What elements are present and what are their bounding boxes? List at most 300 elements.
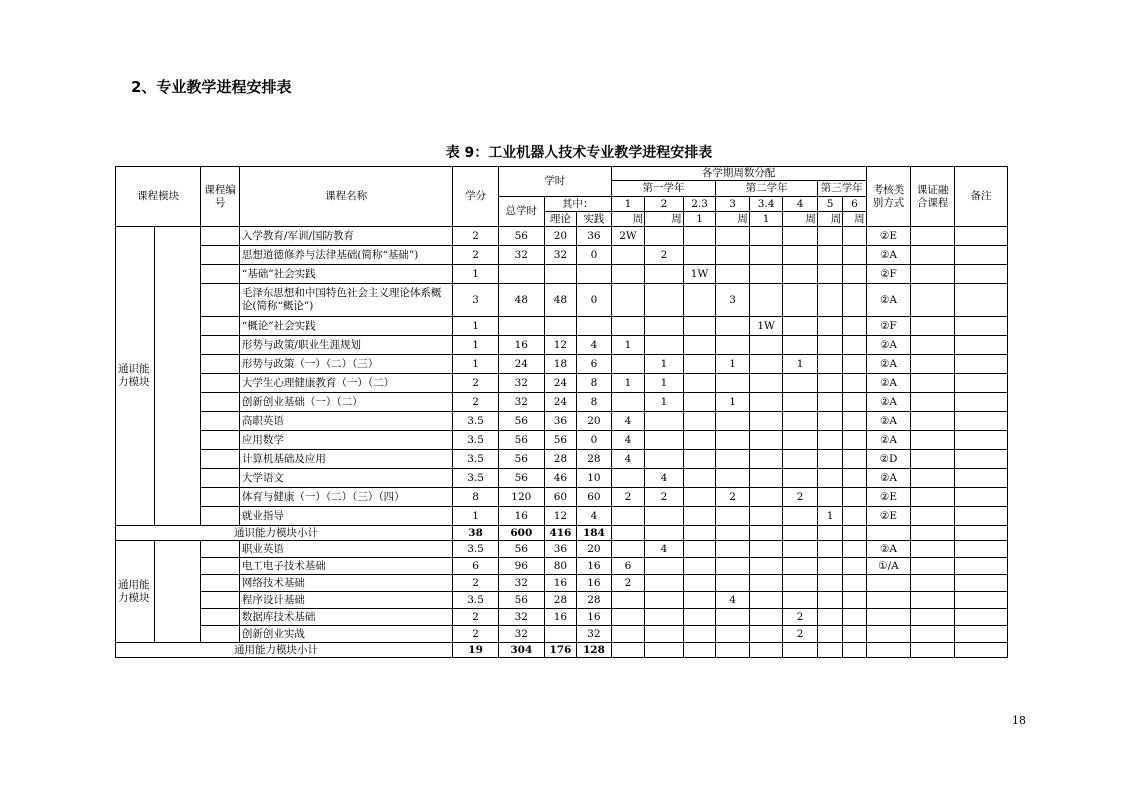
cell-t5 [817, 265, 842, 284]
cell-theory: 36 [544, 541, 577, 558]
cell-t5 [817, 355, 842, 374]
cell-t2 [645, 431, 684, 450]
cell-t1: 4 [611, 450, 645, 469]
course-code [201, 575, 240, 592]
cell-practice: 16 [577, 575, 612, 592]
cell-remark [954, 265, 1007, 284]
course-name: “概论”社会实践 [239, 317, 452, 336]
cell-t6 [843, 450, 866, 469]
cell-t4 [783, 265, 818, 284]
course-name: 大学语文 [239, 469, 452, 488]
cell-t34 [749, 469, 783, 488]
subtotal-exam [866, 643, 911, 658]
course-name: 创新创业基础（一）（二） [239, 393, 452, 412]
cell-cert [911, 374, 955, 393]
cell-total: 32 [498, 246, 544, 265]
course-code [201, 227, 240, 246]
cell-t34 [749, 488, 783, 507]
cell-credits: 2 [453, 227, 499, 246]
cell-practice: 0 [577, 431, 612, 450]
teaching-schedule-table [115, 166, 1008, 658]
cell-t6 [843, 592, 866, 609]
module-label: 通识能力模块 [116, 227, 155, 526]
cell-practice: 0 [577, 284, 612, 317]
cell-t1 [611, 265, 645, 284]
subtotal-term [843, 643, 866, 658]
subtotal-term [783, 643, 818, 658]
cell-exam: ②A [866, 246, 911, 265]
table-row [116, 507, 1008, 526]
header-term: 2 [645, 197, 684, 212]
cell-remark [954, 431, 1007, 450]
cell-t4: 1 [783, 355, 818, 374]
header-term-unit: 1 [683, 212, 716, 227]
course-code [201, 626, 240, 643]
cell-theory: 48 [544, 284, 577, 317]
cell-practice: 10 [577, 469, 612, 488]
subtotal-term [683, 643, 716, 658]
subtotal-term [716, 526, 750, 541]
cell-t34 [749, 284, 783, 317]
subtotal-term [749, 643, 783, 658]
cell-t5 [817, 227, 842, 246]
header-total-hours: 总学时 [498, 197, 544, 227]
cell-t23 [683, 541, 716, 558]
cell-t6 [843, 317, 866, 336]
header-code: 课程编号 [201, 167, 240, 227]
cell-credits: 2 [453, 626, 499, 643]
cell-remark [954, 609, 1007, 626]
cell-cert [911, 575, 955, 592]
cell-t4 [783, 541, 818, 558]
header-term-unit: 周 [783, 212, 818, 227]
cell-t4 [783, 412, 818, 431]
table-row [116, 626, 1008, 643]
cell-exam [866, 609, 911, 626]
cell-credits: 3.5 [453, 431, 499, 450]
header-cert: 课证融合课程 [911, 167, 955, 227]
cell-exam [866, 626, 911, 643]
cell-remark [954, 284, 1007, 317]
cell-t3 [716, 265, 750, 284]
cell-theory: 16 [544, 575, 577, 592]
cell-t1: 1 [611, 336, 645, 355]
table-row [116, 412, 1008, 431]
cell-exam: ②E [866, 488, 911, 507]
course-name: 计算机基础及应用 [239, 450, 452, 469]
cell-t4 [783, 336, 818, 355]
course-name: 形势与政策/职业生涯规划 [239, 336, 452, 355]
cell-t2: 1 [645, 393, 684, 412]
cell-theory: 46 [544, 469, 577, 488]
cell-t5 [817, 575, 842, 592]
cell-t34 [749, 626, 783, 643]
course-name: 思想道德修养与法律基础(简称“基础”) [239, 246, 452, 265]
header-term: 2.3 [683, 197, 716, 212]
cell-remark [954, 626, 1007, 643]
cell-credits: 3.5 [453, 469, 499, 488]
cell-t5 [817, 431, 842, 450]
subtotal-term [683, 526, 716, 541]
cell-remark [954, 592, 1007, 609]
header-of-which: 其中： [544, 197, 611, 212]
cell-total: 32 [498, 609, 544, 626]
cell-theory: 18 [544, 355, 577, 374]
table-row [116, 265, 1008, 284]
cell-t23 [683, 558, 716, 575]
cell-t2: 4 [645, 469, 684, 488]
course-name: 形势与政策（一）（二）（三） [239, 355, 452, 374]
cell-t2 [645, 227, 684, 246]
cell-t23 [683, 507, 716, 526]
table-row [116, 317, 1008, 336]
cell-t2 [645, 609, 684, 626]
cell-t1 [611, 507, 645, 526]
cell-theory: 12 [544, 336, 577, 355]
course-code [201, 284, 240, 317]
cell-t23 [683, 431, 716, 450]
cell-exam: ②A [866, 374, 911, 393]
cell-t23 [683, 626, 716, 643]
header-term-unit: 周 [611, 212, 645, 227]
cell-exam: ②F [866, 317, 911, 336]
course-code [201, 592, 240, 609]
cell-total: 16 [498, 507, 544, 526]
cell-remark [954, 355, 1007, 374]
cell-t23 [683, 469, 716, 488]
cell-cert [911, 609, 955, 626]
cell-credits: 3 [453, 284, 499, 317]
cell-cert [911, 558, 955, 575]
header-term-unit: 周 [843, 212, 866, 227]
cell-t1 [611, 284, 645, 317]
cell-cert [911, 246, 955, 265]
header-term-unit: 周 [716, 212, 750, 227]
cell-remark [954, 246, 1007, 265]
cell-theory [544, 317, 577, 336]
cell-practice: 4 [577, 336, 612, 355]
course-name: 就业指导 [239, 507, 452, 526]
page-number: 18 [1012, 714, 1026, 727]
cell-t34 [749, 507, 783, 526]
cell-total: 16 [498, 336, 544, 355]
cell-practice: 28 [577, 592, 612, 609]
cell-exam: ①/A [866, 558, 911, 575]
cell-credits: 1 [453, 265, 499, 284]
cell-t1 [611, 393, 645, 412]
subtotal-term [817, 526, 842, 541]
subtotal-row [116, 643, 1008, 658]
header-year2: 第二学年 [716, 181, 818, 197]
course-code [201, 469, 240, 488]
cell-t3 [716, 336, 750, 355]
cell-t6 [843, 609, 866, 626]
cell-t1: 2W [611, 227, 645, 246]
header-remark: 备注 [954, 167, 1007, 227]
header-year1: 第一学年 [611, 181, 716, 197]
header-year3: 第三学年 [817, 181, 866, 197]
cell-cert [911, 592, 955, 609]
table-row [116, 336, 1008, 355]
cell-exam: ②A [866, 336, 911, 355]
cell-total: 56 [498, 431, 544, 450]
module-label: 通用能力模块 [116, 541, 155, 643]
cell-t4 [783, 246, 818, 265]
table-row [116, 558, 1008, 575]
cell-exam: ②A [866, 355, 911, 374]
subtotal-term [645, 526, 684, 541]
header-term: 6 [843, 197, 866, 212]
cell-t23 [683, 227, 716, 246]
cell-t5 [817, 393, 842, 412]
cell-t2 [645, 284, 684, 317]
cell-t34 [749, 374, 783, 393]
cell-practice [577, 317, 612, 336]
cell-t3 [716, 507, 750, 526]
cell-exam: ②A [866, 431, 911, 450]
cell-t2 [645, 592, 684, 609]
subtotal-remark [954, 526, 1007, 541]
cell-theory: 16 [544, 609, 577, 626]
cell-t23 [683, 284, 716, 317]
subtotal-exam [866, 526, 911, 541]
cell-t3 [716, 626, 750, 643]
cell-total: 56 [498, 450, 544, 469]
course-code [201, 507, 240, 526]
cell-t3 [716, 227, 750, 246]
cell-t6 [843, 626, 866, 643]
cell-t4 [783, 450, 818, 469]
module-code-blank [154, 227, 201, 526]
course-name: 职业英语 [239, 541, 452, 558]
cell-t3: 2 [716, 488, 750, 507]
course-code [201, 541, 240, 558]
cell-credits: 3.5 [453, 592, 499, 609]
cell-t3: 1 [716, 393, 750, 412]
table-row [116, 575, 1008, 592]
cell-t5: 1 [817, 507, 842, 526]
cell-cert [911, 393, 955, 412]
cell-theory: 24 [544, 374, 577, 393]
cell-total: 56 [498, 541, 544, 558]
header-weekly-dist: 各学期周数分配 [611, 167, 866, 181]
cell-credits: 2 [453, 393, 499, 412]
cell-theory: 28 [544, 450, 577, 469]
course-name: 应用数学 [239, 431, 452, 450]
cell-practice: 8 [577, 393, 612, 412]
course-code [201, 488, 240, 507]
course-code [201, 355, 240, 374]
section-heading: 2、专业教学进程安排表 [131, 78, 292, 96]
subtotal-remark [954, 643, 1007, 658]
cell-cert [911, 541, 955, 558]
cell-t4 [783, 227, 818, 246]
cell-credits: 3.5 [453, 541, 499, 558]
cell-t6 [843, 336, 866, 355]
table-row [116, 541, 1008, 558]
course-code [201, 246, 240, 265]
cell-t3 [716, 374, 750, 393]
table-row [116, 355, 1008, 374]
header-term: 4 [783, 197, 818, 212]
cell-t6 [843, 488, 866, 507]
cell-practice: 16 [577, 609, 612, 626]
cell-total: 32 [498, 393, 544, 412]
cell-t1 [611, 626, 645, 643]
cell-t3 [716, 469, 750, 488]
cell-theory: 24 [544, 393, 577, 412]
cell-credits: 8 [453, 488, 499, 507]
cell-t2 [645, 317, 684, 336]
cell-t34 [749, 227, 783, 246]
cell-practice: 28 [577, 450, 612, 469]
header-term-unit: 周 [645, 212, 684, 227]
cell-t1 [611, 541, 645, 558]
cell-theory: 20 [544, 227, 577, 246]
cell-t5 [817, 488, 842, 507]
cell-t2 [645, 265, 684, 284]
cell-remark [954, 575, 1007, 592]
cell-t34 [749, 592, 783, 609]
cell-exam: ②A [866, 412, 911, 431]
header-term: 3 [716, 197, 750, 212]
cell-t3 [716, 558, 750, 575]
cell-t34 [749, 355, 783, 374]
cell-t23 [683, 450, 716, 469]
subtotal-credits: 19 [453, 643, 499, 658]
cell-t23 [683, 412, 716, 431]
subtotal-total: 600 [498, 526, 544, 541]
cell-credits: 2 [453, 575, 499, 592]
cell-total: 24 [498, 355, 544, 374]
cell-t34 [749, 431, 783, 450]
cell-t23 [683, 488, 716, 507]
cell-t4: 2 [783, 609, 818, 626]
module-code-blank [154, 541, 201, 643]
subtotal-practice: 184 [577, 526, 612, 541]
cell-t2 [645, 336, 684, 355]
cell-t23 [683, 317, 716, 336]
cell-t6 [843, 575, 866, 592]
cell-t2: 1 [645, 355, 684, 374]
cell-t5 [817, 609, 842, 626]
cell-t23 [683, 592, 716, 609]
table-row [116, 246, 1008, 265]
cell-t5 [817, 246, 842, 265]
cell-t6 [843, 412, 866, 431]
cell-t4: 2 [783, 488, 818, 507]
cell-total [498, 265, 544, 284]
subtotal-label: 通用能力模块小计 [116, 643, 453, 658]
cell-t4 [783, 374, 818, 393]
table-row [116, 227, 1008, 246]
cell-t2 [645, 450, 684, 469]
cell-t2 [645, 412, 684, 431]
cell-t3 [716, 412, 750, 431]
course-name: 数据库技术基础 [239, 609, 452, 626]
cell-theory [544, 265, 577, 284]
cell-t4 [783, 284, 818, 317]
cell-t2: 4 [645, 541, 684, 558]
cell-t4 [783, 469, 818, 488]
header-term-unit: 1 [749, 212, 783, 227]
course-code [201, 374, 240, 393]
course-code [201, 412, 240, 431]
course-code [201, 393, 240, 412]
header-term: 3.4 [749, 197, 783, 212]
cell-credits: 2 [453, 246, 499, 265]
cell-t1: 1 [611, 374, 645, 393]
subtotal-term [843, 526, 866, 541]
cell-t34 [749, 336, 783, 355]
cell-total: 56 [498, 227, 544, 246]
cell-t4 [783, 317, 818, 336]
cell-t1 [611, 592, 645, 609]
cell-t23 [683, 355, 716, 374]
cell-t34: 1W [749, 317, 783, 336]
cell-theory: 60 [544, 488, 577, 507]
course-code [201, 558, 240, 575]
cell-t23 [683, 393, 716, 412]
cell-t2: 2 [645, 488, 684, 507]
header-module: 课程模块 [116, 167, 201, 227]
cell-credits: 3.5 [453, 450, 499, 469]
cell-exam: ②A [866, 284, 911, 317]
cell-t2 [645, 507, 684, 526]
table-row [116, 592, 1008, 609]
cell-remark [954, 469, 1007, 488]
table-row [116, 374, 1008, 393]
cell-total: 96 [498, 558, 544, 575]
table-row [116, 469, 1008, 488]
cell-remark [954, 336, 1007, 355]
cell-t5 [817, 284, 842, 317]
cell-t4 [783, 431, 818, 450]
cell-total: 56 [498, 592, 544, 609]
subtotal-credits: 38 [453, 526, 499, 541]
cell-t34 [749, 393, 783, 412]
cell-remark [954, 450, 1007, 469]
cell-remark [954, 374, 1007, 393]
header-name: 课程名称 [239, 167, 452, 227]
cell-t6 [843, 246, 866, 265]
subtotal-term [749, 526, 783, 541]
cell-t23: 1W [683, 265, 716, 284]
cell-cert [911, 626, 955, 643]
cell-t6 [843, 374, 866, 393]
cell-t1 [611, 355, 645, 374]
cell-t34 [749, 246, 783, 265]
cell-exam: ②A [866, 541, 911, 558]
cell-t1: 2 [611, 575, 645, 592]
cell-t1: 2 [611, 488, 645, 507]
header-credits: 学分 [453, 167, 499, 227]
table-row [116, 488, 1008, 507]
course-code [201, 609, 240, 626]
subtotal-term [817, 643, 842, 658]
cell-total: 32 [498, 374, 544, 393]
cell-t4 [783, 393, 818, 412]
cell-t6 [843, 227, 866, 246]
cell-t23 [683, 246, 716, 265]
subtotal-total: 304 [498, 643, 544, 658]
cell-remark [954, 393, 1007, 412]
cell-t34 [749, 450, 783, 469]
cell-total: 120 [498, 488, 544, 507]
cell-cert [911, 450, 955, 469]
subtotal-practice: 128 [577, 643, 612, 658]
cell-practice: 6 [577, 355, 612, 374]
